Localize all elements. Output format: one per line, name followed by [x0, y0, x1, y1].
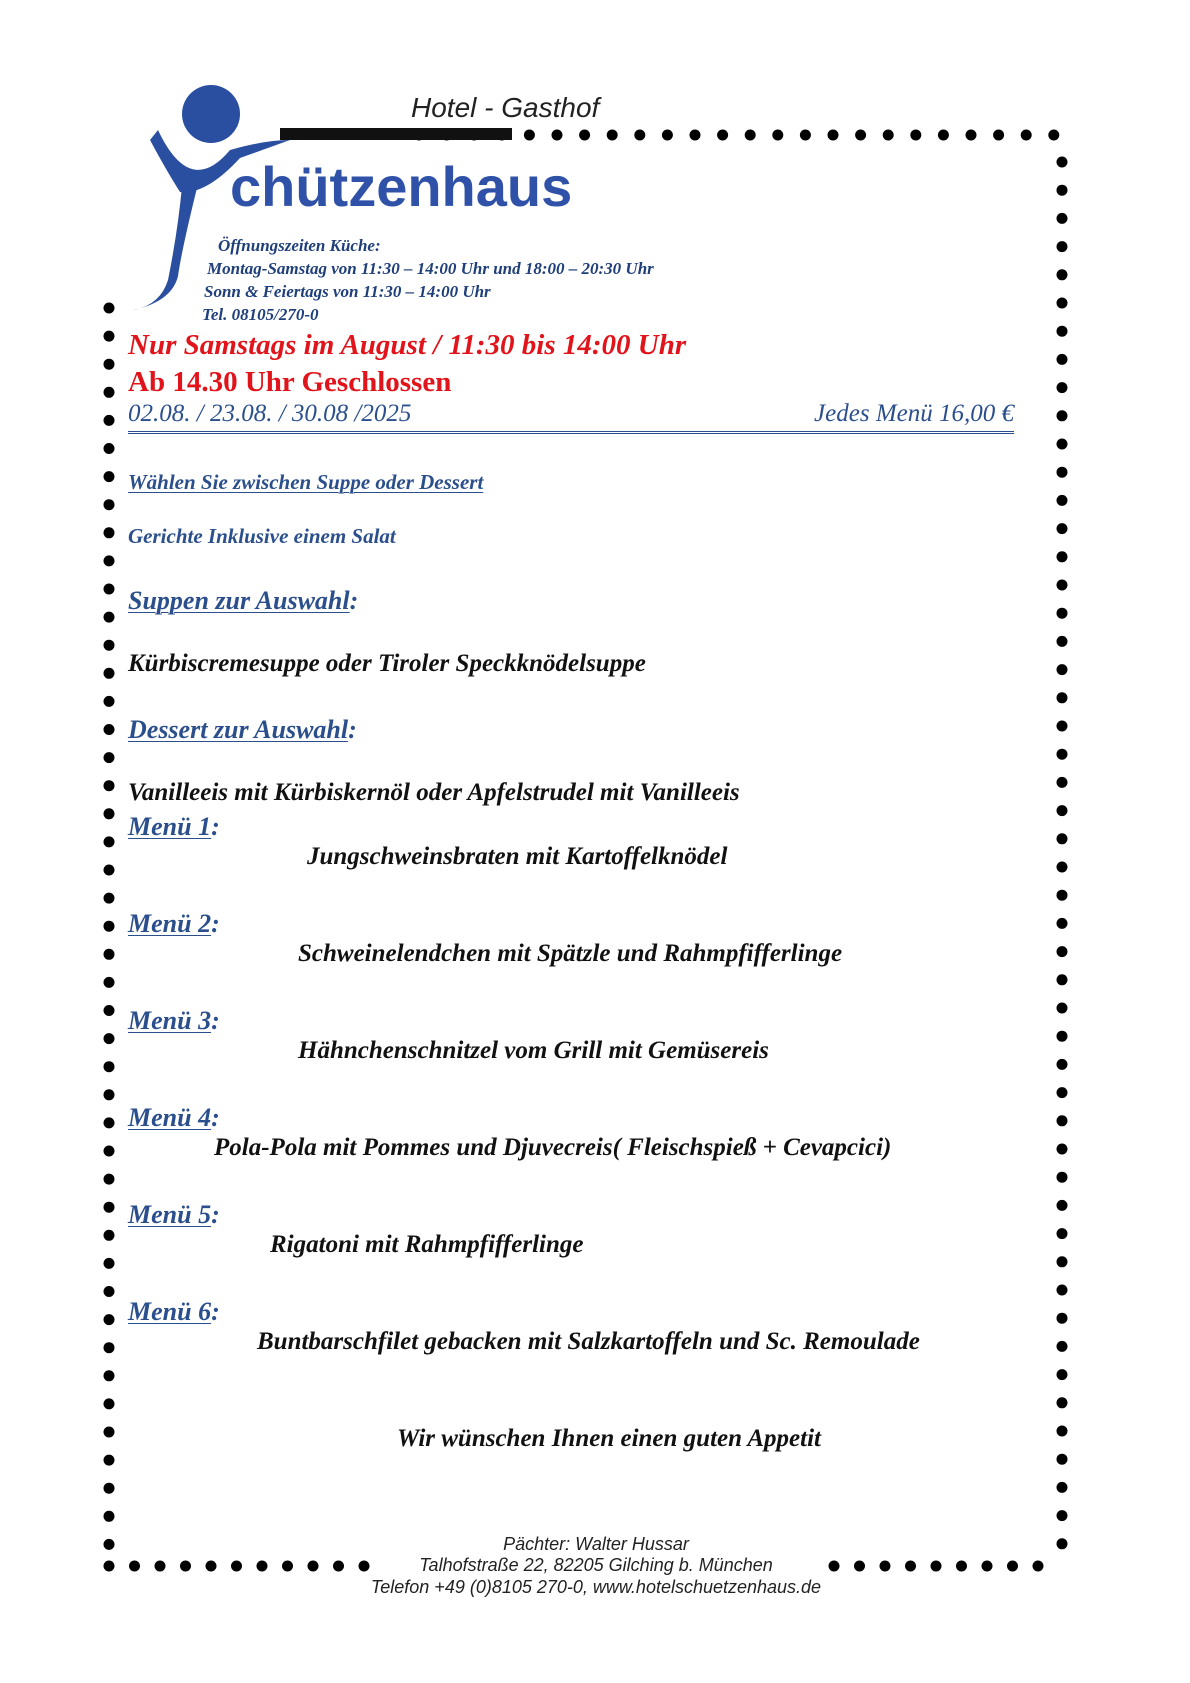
border-dot [1057, 1172, 1068, 1183]
border-dot [1057, 1031, 1068, 1042]
border-dot [1048, 130, 1059, 141]
menu-5-label: Menü 5: [128, 1200, 220, 1229]
border-dot [104, 1117, 115, 1128]
border-dot [1057, 890, 1068, 901]
border-dot [1057, 636, 1068, 647]
border-dot [662, 130, 673, 141]
border-dot [104, 780, 115, 791]
border-dot [1057, 410, 1068, 421]
border-dot [1057, 1200, 1068, 1211]
border-dot [1057, 1510, 1068, 1521]
border-dot [104, 527, 115, 538]
border-dot [104, 724, 115, 735]
dates-underline [128, 431, 1014, 434]
menu-2-dish: Schweinelendchen mit Spätzle und Rahmpfifferlinge [298, 940, 843, 967]
border-dot [104, 865, 115, 876]
price: Jedes Menü 16,00 € [814, 400, 1014, 427]
border-dot [1057, 1482, 1068, 1493]
border-dot [1057, 692, 1068, 703]
border-dot [1057, 439, 1068, 450]
border-dot [104, 752, 115, 763]
border-dot [1057, 298, 1068, 309]
border-dot [1057, 580, 1068, 591]
border-dot [1057, 1341, 1068, 1352]
border-dot [104, 612, 115, 623]
border-dot [966, 130, 977, 141]
border-dot [104, 1258, 115, 1269]
desserts-heading: Dessert zur Auswahl: [128, 715, 357, 744]
border-dot [1057, 1256, 1068, 1267]
menu-1-label: Menü 1: [128, 812, 220, 841]
border-dot [104, 1483, 115, 1494]
border-dot [104, 1033, 115, 1044]
closing-line: Wir wünschen Ihnen einen guten Appetit [397, 1425, 821, 1452]
border-dot [828, 130, 839, 141]
border-dot [104, 1089, 115, 1100]
border-dot [800, 130, 811, 141]
dates-price-row [128, 400, 1014, 434]
border-dot [104, 1511, 115, 1522]
menu-3-dish: Hähnchenschnitzel vom Grill mit Gemüsereis [298, 1037, 769, 1064]
border-dot [1057, 1369, 1068, 1380]
soups-heading: Suppen zur Auswahl: [128, 586, 359, 615]
border-dot [1057, 1115, 1068, 1126]
menu-1-dish: Jungschweinsbraten mit Kartoffelknödel [307, 843, 728, 870]
border-dot [1057, 862, 1068, 873]
border-dot [104, 949, 115, 960]
border-dot [1057, 326, 1068, 337]
border-dot [104, 668, 115, 679]
menu-6-label: Menü 6: [128, 1297, 220, 1326]
border-dot [1057, 1313, 1068, 1324]
soups-items: Kürbiscremesuppe oder Tiroler Speckknödelsuppe [128, 650, 646, 677]
border-dot [104, 640, 115, 651]
border-dot [104, 1314, 115, 1325]
border-dot [1057, 918, 1068, 929]
border-dot [104, 696, 115, 707]
border-dot [104, 836, 115, 847]
border-dot [104, 1146, 115, 1157]
border-dot [104, 893, 115, 904]
border-dot [1021, 130, 1032, 141]
border-dot [1057, 749, 1068, 760]
hours-weekdays: Montag-Samstag von 11:30 – 14:00 Uhr und 18:00 – 20:30 Uhr [207, 259, 654, 278]
border-dot [104, 1174, 115, 1185]
border-dot [1057, 974, 1068, 985]
border-dot [855, 130, 866, 141]
border-dot [1057, 157, 1068, 168]
border-dot [1057, 1059, 1068, 1070]
border-dot [104, 359, 115, 370]
phone-number: Tel. 08105/270-0 [202, 305, 319, 324]
border-dot [1057, 354, 1068, 365]
hours-title: Öffnungszeiten Küche: [218, 236, 381, 255]
border-dot [104, 1202, 115, 1213]
border-dot [104, 808, 115, 819]
notice-line-1: Nur Samstags im August / 11:30 bis 14:00 Uhr [128, 329, 687, 361]
footer-tenant: Pächter: Walter Hussar [503, 1534, 689, 1554]
menu-4-dish: Pola-Pola mit Pommes und Djuvecreis( Fleischspieß + Cevapcici) [214, 1134, 892, 1161]
border-dot [1057, 946, 1068, 957]
logo-text: chützenhaus [230, 155, 573, 218]
border-dot [104, 331, 115, 342]
border-dot [104, 303, 115, 314]
footer-contact: Telefon +49 (0)8105 270-0, www.hotelschuetzenhaus.de [370, 1577, 822, 1597]
border-dot [938, 130, 949, 141]
desserts-items: Vanilleeis mit Kürbiskernöl oder Apfelstrudel mit Vanilleeis [128, 779, 740, 806]
border-dot [1057, 1003, 1068, 1014]
menu-3-label: Menü 3: [128, 1006, 220, 1035]
border-dot [1057, 777, 1068, 788]
border-dot [1057, 467, 1068, 478]
border-dot [104, 1061, 115, 1072]
notice-line-2: Ab 14.30 Uhr Geschlossen [128, 366, 452, 398]
border-dot [1057, 1087, 1068, 1098]
border-dot [1057, 551, 1068, 562]
border-dot [1057, 608, 1068, 619]
border-dot [104, 1370, 115, 1381]
border-dot [745, 130, 756, 141]
border-dot [690, 130, 701, 141]
footer-address: Talhofstraße 22, 82205 Gilching b. München [419, 1555, 773, 1575]
border-dot [1057, 269, 1068, 280]
border-dot [104, 555, 115, 566]
border-dot [1057, 495, 1068, 506]
salad-note: Gerichte Inklusive einem Salat [128, 524, 396, 548]
border-dot [1057, 523, 1068, 534]
border-dot [883, 130, 894, 141]
menu-5-dish: Rigatoni mit Rahmpfifferlinge [270, 1231, 584, 1258]
border-dot [1057, 805, 1068, 816]
border-dot [1057, 213, 1068, 224]
border-dot [104, 1398, 115, 1409]
border-dot [579, 130, 590, 141]
border-dot [1057, 1144, 1068, 1155]
border-dot [717, 130, 728, 141]
border-dot [910, 130, 921, 141]
border-dot [607, 130, 618, 141]
border-dot [104, 584, 115, 595]
border-dot [104, 1230, 115, 1241]
border-dot [552, 130, 563, 141]
border-dot [104, 1342, 115, 1353]
border-dot [993, 130, 1004, 141]
border-dot [104, 921, 115, 932]
border-dot [104, 977, 115, 988]
menu-6-dish: Buntbarschfilet gebacken mit Salzkartoffeln und Sc. Remoulade [257, 1328, 920, 1355]
menu-2-label: Menü 2: [128, 909, 220, 938]
dates: 02.08. / 23.08. / 30.08 /2025 [128, 400, 412, 427]
menu-4-label: Menü 4: [128, 1103, 220, 1132]
hours-sunday: Sonn & Feiertags von 11:30 – 14:00 Uhr [204, 282, 491, 301]
border-dot [1057, 1285, 1068, 1296]
hotel-label: Hotel - Gasthof [411, 92, 600, 123]
border-dot [1057, 721, 1068, 732]
border-dot [634, 130, 645, 141]
border-dot [104, 443, 115, 454]
border-dot [104, 499, 115, 510]
border-dot [1057, 1397, 1068, 1408]
border-dot [104, 1286, 115, 1297]
border-dot [772, 130, 783, 141]
border-dot [104, 471, 115, 482]
border-dot [1057, 241, 1068, 252]
border-dot [104, 1005, 115, 1016]
border-dot [104, 387, 115, 398]
border-dot [1057, 1454, 1068, 1465]
border-dot [1057, 382, 1068, 393]
border-dot [1057, 833, 1068, 844]
border-dot [1057, 1228, 1068, 1239]
border-dot [1057, 185, 1068, 196]
border-dot [1057, 664, 1068, 675]
border-dot [104, 1455, 115, 1466]
border-dot [104, 415, 115, 426]
choice-note: Wählen Sie zwischen Suppe oder Dessert [128, 470, 484, 494]
